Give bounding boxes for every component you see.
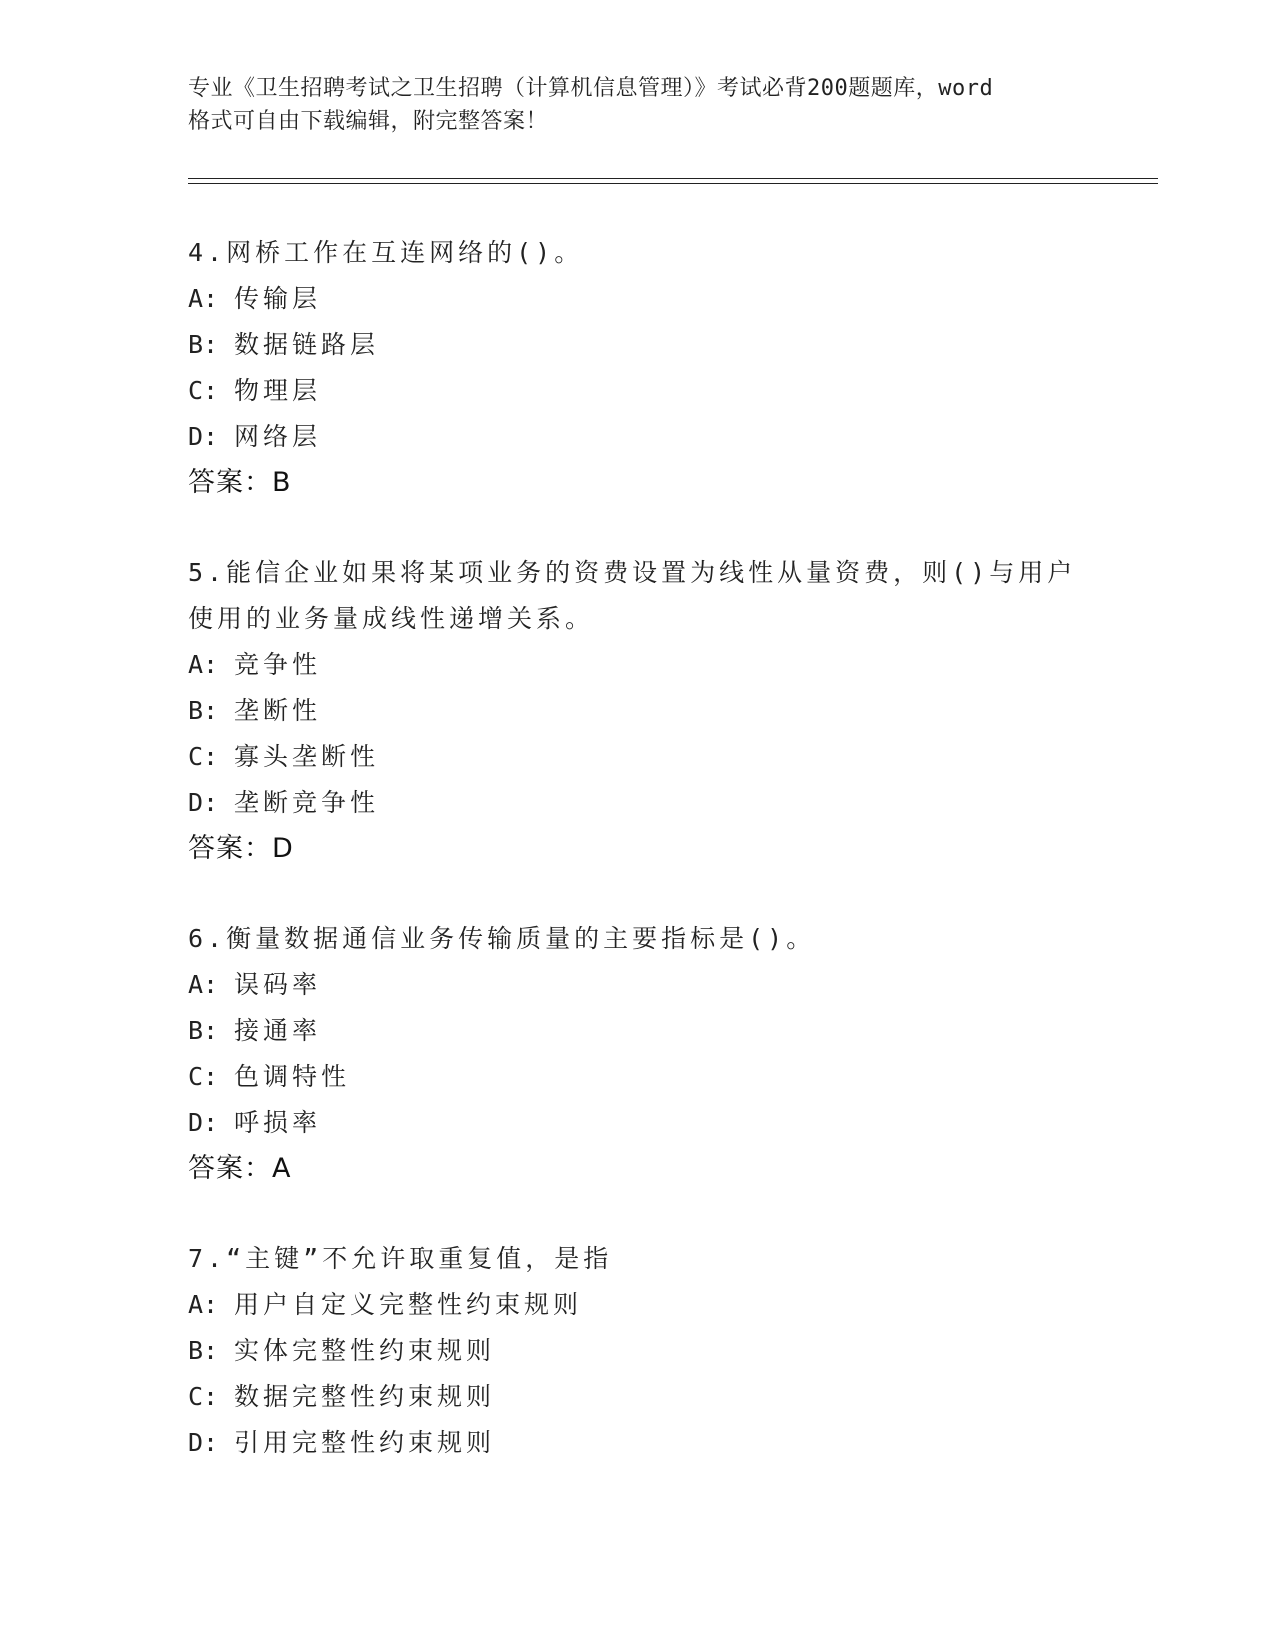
answer-option <box>188 642 1088 688</box>
option-letter: A: <box>188 284 219 313</box>
header-divider-bottom <box>188 183 1158 184</box>
option-text: 呼损率 <box>234 1108 322 1137</box>
question-stem: 使用的业务量成线性递增关系。 <box>188 604 595 633</box>
question-block <box>188 916 1088 1192</box>
answer-key: 答案：B <box>188 467 292 498</box>
option-text: 寡头垄断性 <box>234 742 380 771</box>
question-stem: 7.“主键”不允许取重复值，是指 <box>188 1244 613 1273</box>
answer-option <box>188 414 1088 460</box>
option-letter: B: <box>188 330 219 359</box>
option-letter: D: <box>188 1108 219 1137</box>
answer-option <box>188 734 1088 780</box>
question-list <box>188 230 1088 1510</box>
answer-key: 答案：D <box>188 833 294 864</box>
option-text: 垄断性 <box>234 696 322 725</box>
option-text: 数据完整性约束规则 <box>234 1382 496 1411</box>
option-letter: A: <box>188 650 219 679</box>
option-text: 垄断竞争性 <box>234 788 380 817</box>
answer-option <box>188 322 1088 368</box>
header-line-1: 专业《卫生招聘考试之卫生招聘（计算机信息管理）》考试必背200题题库，word <box>188 76 994 101</box>
option-letter: B: <box>188 1336 219 1365</box>
header-line-2: 格式可自由下载编辑，附完整答案！ <box>188 109 549 134</box>
option-text: 数据链路层 <box>234 330 380 359</box>
option-letter: D: <box>188 1428 219 1457</box>
option-text: 传输层 <box>234 284 322 313</box>
option-letter: D: <box>188 422 219 451</box>
option-letter: C: <box>188 376 219 405</box>
option-letter: D: <box>188 788 219 817</box>
option-letter: C: <box>188 742 219 771</box>
answer-option <box>188 1100 1088 1146</box>
answer-option <box>188 1008 1088 1054</box>
header-divider-top <box>188 178 1158 179</box>
option-letter: A: <box>188 1290 219 1319</box>
question-block <box>188 230 1088 506</box>
answer-option <box>188 1420 1088 1466</box>
answer-option <box>188 1054 1088 1100</box>
question-stem: 5.能信企业如果将某项业务的资费设置为线性从量资费，则()与用户 <box>188 558 1077 587</box>
answer-option <box>188 1282 1088 1328</box>
question-stem: 6.衡量数据通信业务传输质量的主要指标是()。 <box>188 924 816 953</box>
option-text: 竞争性 <box>234 650 322 679</box>
answer-option <box>188 276 1088 322</box>
answer-option <box>188 368 1088 414</box>
option-letter: A: <box>188 970 219 999</box>
option-text: 实体完整性约束规则 <box>234 1336 496 1365</box>
question-block <box>188 1236 1088 1466</box>
answer-option <box>188 962 1088 1008</box>
answer-option <box>188 780 1088 826</box>
option-text: 引用完整性约束规则 <box>234 1428 496 1457</box>
answer-key: 答案：A <box>188 1153 292 1184</box>
option-letter: C: <box>188 1382 219 1411</box>
answer-option <box>188 1328 1088 1374</box>
question-stem: 4.网桥工作在互连网络的()。 <box>188 238 584 267</box>
option-text: 误码率 <box>234 970 322 999</box>
option-text: 接通率 <box>234 1016 322 1045</box>
option-text: 用户自定义完整性约束规则 <box>234 1290 583 1319</box>
option-text: 色调特性 <box>234 1062 351 1091</box>
option-text: 物理层 <box>234 376 322 405</box>
option-letter: B: <box>188 1016 219 1045</box>
option-text: 网络层 <box>234 422 322 451</box>
answer-option <box>188 1374 1088 1420</box>
question-block <box>188 550 1088 872</box>
answer-option <box>188 688 1088 734</box>
page-header <box>188 72 1088 138</box>
option-letter: B: <box>188 696 219 725</box>
option-letter: C: <box>188 1062 219 1091</box>
